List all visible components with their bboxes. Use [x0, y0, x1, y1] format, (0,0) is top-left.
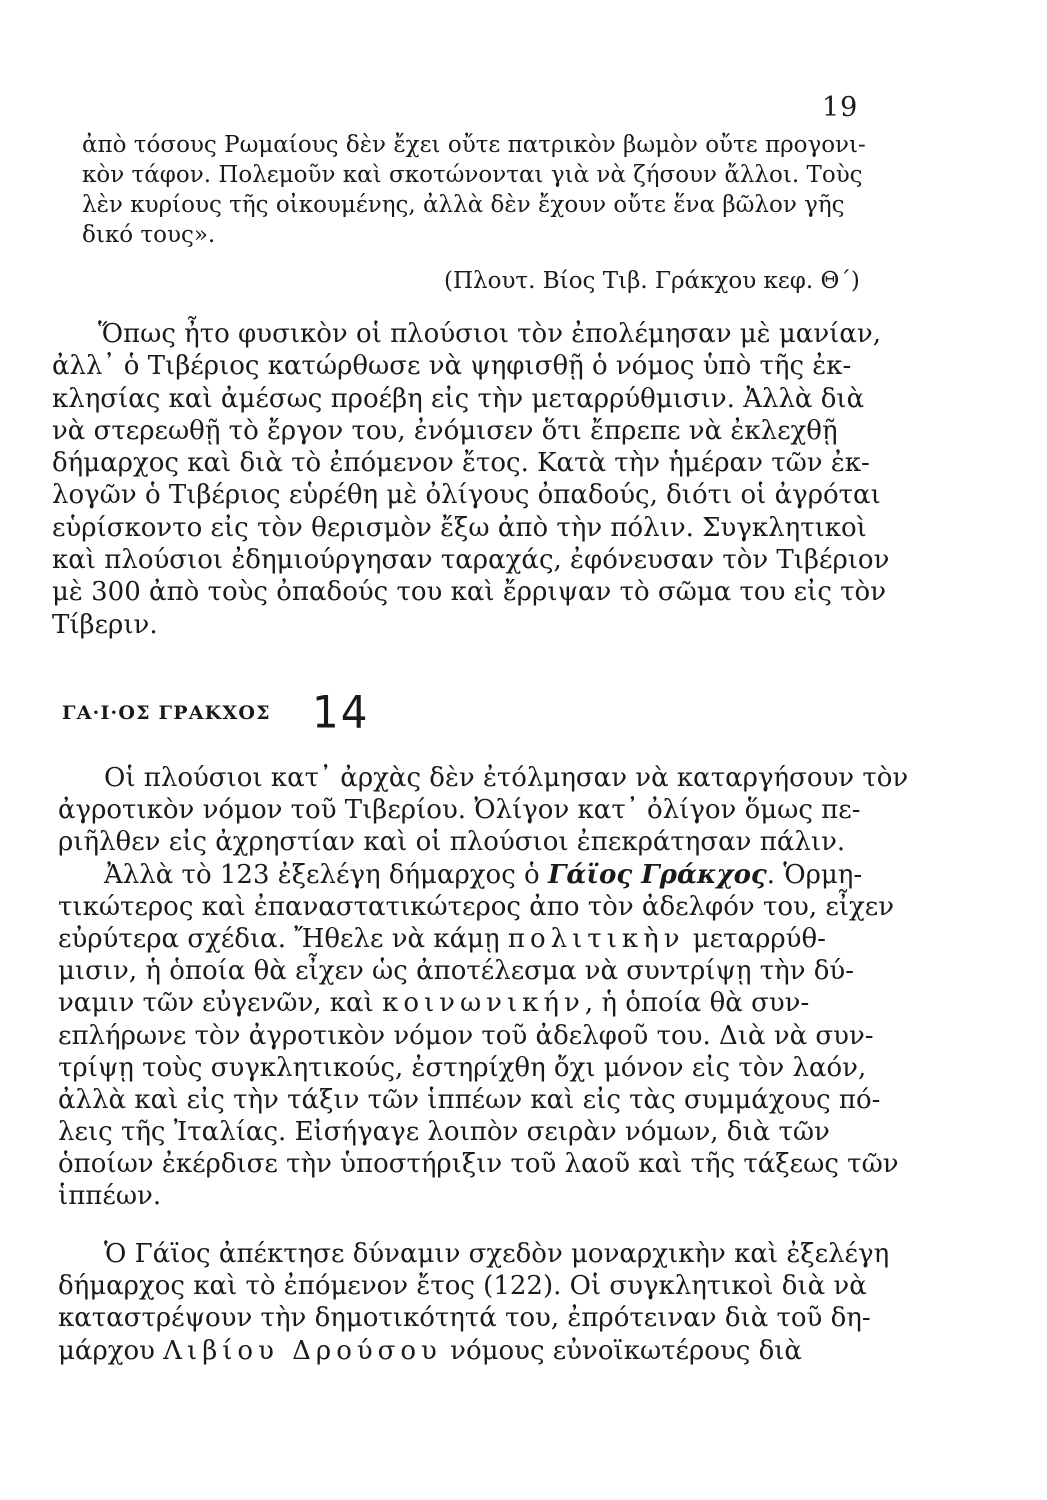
- text-span: Ἀλλὰ τὸ 123 ἐξελέγη δήμαρχος ὁ: [104, 859, 548, 890]
- text-line: νὰ στερεωθῇ τὸ ἔργον του, ἐνόμισεν ὅτι ἔπρεπε νὰ ἐκλεχθῇ: [52, 415, 838, 446]
- text-line: δήμαρχος καὶ τὸ ἐπόμενον ἔτος (122). Οἱ συγκλητικοὶ διὰ νὰ: [58, 1271, 867, 1302]
- text-span: ναμιν τῶν εὐγενῶν, καὶ: [58, 988, 383, 1019]
- paragraph-gaius-power: [58, 1238, 918, 1367]
- spaced-emphasis: πολιτικὴν: [507, 923, 685, 954]
- paragraph-tiberius: [52, 318, 912, 641]
- section-heading: ΓΑ·Ι·ΟΣ ΓΡΑΚΧΟΣ: [62, 702, 271, 724]
- text-line: κλησίας καὶ ἀμέσως προέβη εἰς τὴν μεταρρύθμισιν. Ἀλλὰ διὰ: [52, 383, 865, 414]
- text-line: [58, 859, 918, 891]
- text-line: καταστρέψουν τὴν δημοτικότητά του, ἐπρότειναν διὰ τοῦ δη-: [58, 1303, 871, 1334]
- handwritten-annotation: 14: [312, 686, 370, 739]
- quote-line: ἀπὸ τόσους Ρωμαίους δὲν ἔχει οὔτε πατρικὸν βωμὸν οὔτε προγονι-: [82, 132, 866, 158]
- page-number: 19: [822, 92, 859, 123]
- quote-block: [82, 130, 914, 250]
- text-span: νόμους εὐνοϊκωτέρους διὰ: [441, 1335, 802, 1366]
- text-line: ὁποίων ἐκέρδισε τὴν ὑποστήριξιν τοῦ λαοῦ καὶ τῆς τάξεως τῶν: [58, 1149, 899, 1180]
- text-line: δήμαρχος καὶ διὰ τὸ ἐπόμενον ἔτος. Κατὰ τὴν ἡμέραν τῶν ἐκ-: [52, 448, 870, 479]
- quote-line: κὸν τάφον. Πολεμοῦν καὶ σκοτώνονται γιὰ νὰ ζήσουν ἄλλοι. Τοὺς: [82, 162, 863, 188]
- quote-line: λὲν κυρίους τῆς οἰκουμένης, ἀλλὰ δὲν ἔχουν οὔτε ἕνα βῶλον γῆς: [82, 192, 845, 218]
- text-line: Ὁ Γάϊος ἀπέκτησε δύναμιν σχεδὸν μοναρχικὴν καὶ ἐξελέγη: [104, 1239, 890, 1269]
- text-line: λογῶν ὁ Τιβέριος εὑρέθη μὲ ὀλίγους ὀπαδούς, διότι οἱ ἀγρόται: [52, 480, 881, 511]
- text-line: εὑρίσκοντο εἰς τὸν θερισμὸν ἔξω ἀπὸ τὴν πόλιν. Συγκλητικοὶ: [52, 512, 867, 543]
- text-line: [58, 1335, 918, 1367]
- text-line: Οἱ πλούσιοι κατ᾽ ἀρχὰς δὲν ἐτόλμησαν νὰ καταργήσουν τὸν: [104, 763, 909, 793]
- text-line: λεις τῆς Ἰταλίας. Εἰσήγαγε λοιπὸν σειρὰν νόμων, διὰ τῶν: [58, 1117, 830, 1148]
- text-line: τρίψῃ τοὺς συγκλητικούς, ἐστηρίχθη ὄχι μόνον εἰς τὸν λαόν,: [58, 1052, 867, 1083]
- text-line: ἀγροτικὸν νόμον τοῦ Τιβερίου. Ὀλίγον κατ᾽ ὀλίγον ὅμως πε-: [58, 795, 861, 826]
- text-line: επλήρωνε τὸν ἀγροτικὸν νόμον τοῦ ἀδελφοῦ του. Διὰ νὰ συν-: [58, 1020, 874, 1051]
- text-line: [58, 923, 918, 955]
- text-line: ἀλλὰ καὶ εἰς τὴν τάξιν τῶν ἱππέων καὶ εἰς τὰς συμμάχους πό-: [58, 1084, 881, 1115]
- text-span: , ἡ ὁποία θὰ συν-: [584, 988, 810, 1019]
- text-line: Ὅπως ἦτο φυσικὸν οἱ πλούσιοι τὸν ἐπολέμησαν μὲ μανίαν,: [98, 319, 881, 349]
- spaced-emphasis: κοινωνικήν: [382, 988, 585, 1019]
- quote-line: δικό τους».: [82, 222, 216, 248]
- text-line: μὲ 300 ἀπὸ τοὺς ὀπαδούς του καὶ ἔρριψαν τὸ σῶμα του εἰς τὸν: [52, 577, 886, 608]
- text-span: εὐρύτερα σχέδια. Ἤθελε νὰ κάμῃ: [58, 923, 508, 954]
- text-span: μάρχου: [58, 1335, 164, 1366]
- emphasized-name: Γάϊος Γράκχος: [547, 859, 767, 890]
- text-line: ἀλλ᾽ ὁ Τιβέριος κατώρθωσε νὰ ψηφισθῇ ὁ νόμος ὑπὸ τῆς ἐκ-: [52, 351, 852, 382]
- text-line: μισιν, ἡ ὁποία θὰ εἶχεν ὡς ἀποτέλεσμα νὰ συντρίψῃ τὴν δύ-: [58, 956, 855, 987]
- text-span: . Ὁρμη-: [766, 859, 863, 890]
- text-line: Τίβεριν.: [52, 609, 158, 640]
- text-span: μεταρρύθ-: [684, 923, 826, 954]
- text-line: ριῆλθεν εἰς ἀχρηστίαν καὶ οἱ πλούσιοι ἐπεκράτησαν πάλιν.: [58, 827, 846, 858]
- spaced-emphasis: Λιβίου Δρούσου: [163, 1335, 442, 1366]
- text-line: [58, 987, 918, 1019]
- text-line: τικώτερος καὶ ἐπαναστατικώτερος ἀπο τὸν ἀδελφόν του, εἶχεν: [58, 891, 895, 922]
- citation: (Πλουτ. Βίος Τιβ. Γράκχου κεφ. Θ΄): [444, 268, 860, 294]
- paragraph-gaius: [58, 762, 918, 1213]
- text-line: καὶ πλούσιοι ἐδημιούργησαν ταραχάς, ἐφόνευσαν τὸν Τιβέριον: [52, 545, 890, 576]
- text-line: ἱππέων.: [58, 1181, 162, 1212]
